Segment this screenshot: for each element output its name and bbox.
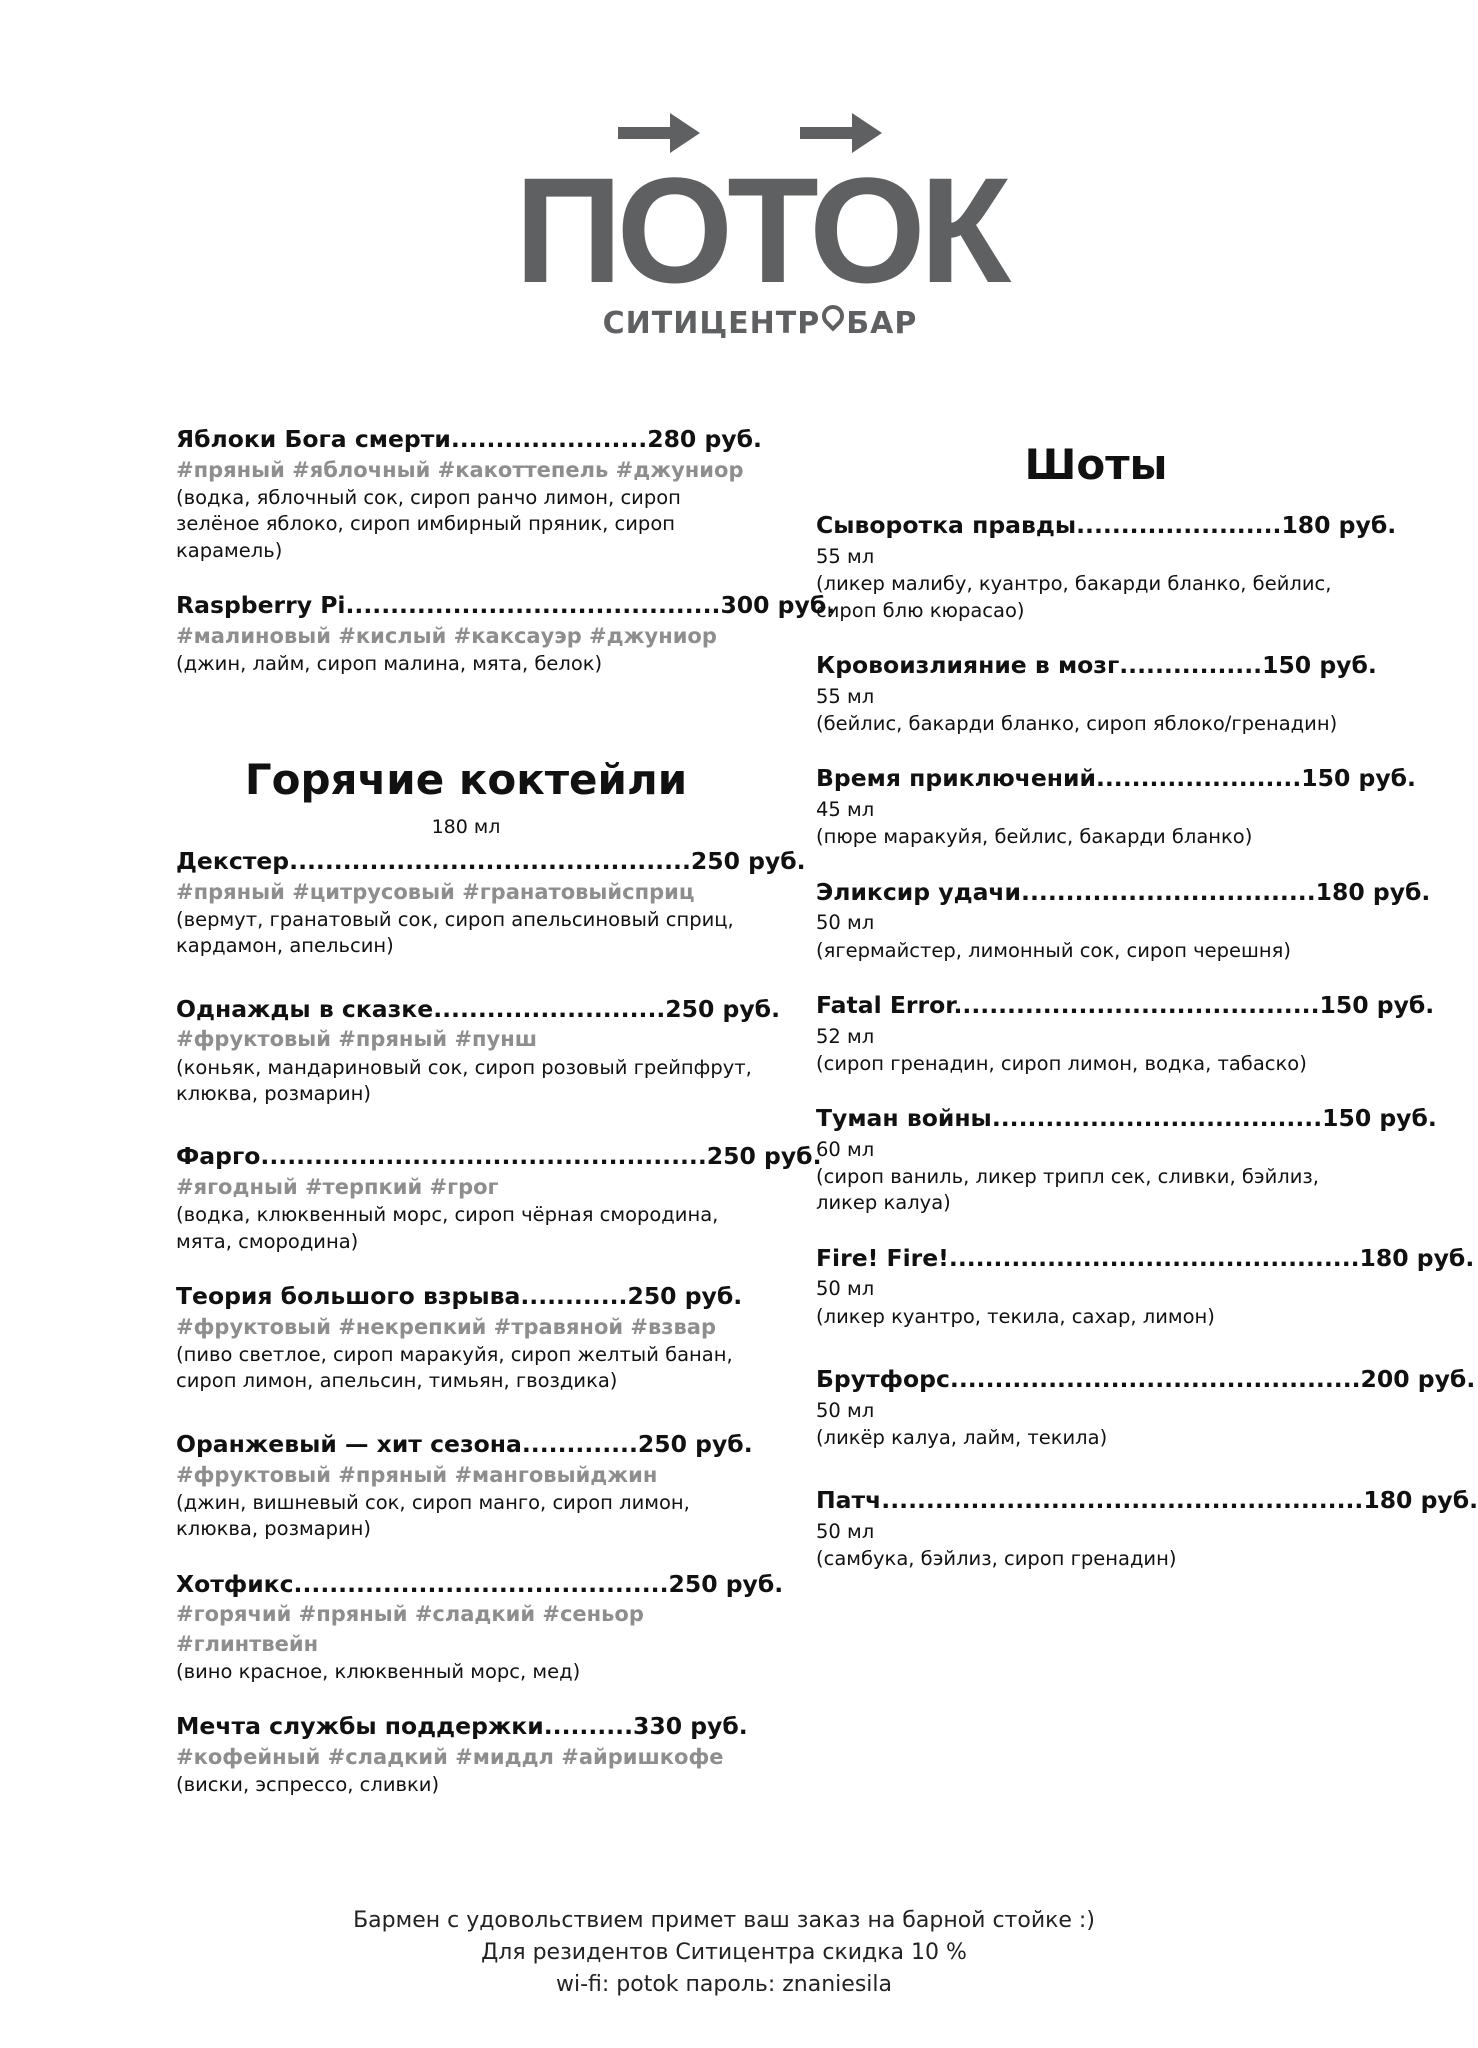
item-heading [816,990,1435,1022]
shot-item [816,650,1376,737]
item-description: (вино красное, клюквенный морс, мед) [176,1660,581,1684]
item-heading [816,510,1397,542]
item-price: 250 руб. [690,846,806,875]
item-heading [816,877,1431,909]
item-price: 200 руб. [1360,1364,1476,1393]
item-heading [176,1141,822,1173]
item-heading [176,994,781,1026]
item-price: 250 руб. [706,1142,822,1171]
hot-cocktails-title: Горячие коктейли [244,755,688,805]
item-price: 250 руб. [637,1429,753,1458]
item-description: (виски, эспрессо, сливки) [176,1773,440,1797]
item-tags: #пряный #цитрусовый #гранатовыйсприц [176,879,695,904]
item-heading [176,846,806,878]
item-name: Сыворотка правды [816,511,1077,540]
item-dots: .......................... [433,994,666,1023]
item-description: (бейлис, бакарди бланко, сироп яблоко/гренадин) [816,711,1338,735]
item-price: 180 руб. [1363,1486,1478,1515]
item-description: (самбука, бэйлиз, сироп гренадин) [816,1547,1177,1571]
item-tags: #пряный #яблочный #какоттепель #джуниор [176,457,744,482]
logo-subtitle-left: СИТИЦЕНТР [602,306,821,341]
item-dots: .......................................... [345,591,721,620]
shot-item [816,877,1431,964]
item-volume: 45 мл [816,797,875,821]
item-name: Fire! Fire! [816,1243,949,1272]
item-dots: .............................................. [948,1243,1360,1272]
shot-item [816,763,1416,850]
footer-line-order: Бармен с удовольствием примет ваш заказ на барной стойке :) [353,1908,1095,1933]
item-price: 150 руб. [1301,764,1416,793]
menu-item [176,1569,784,1686]
item-name: Патч [816,1486,882,1515]
item-price: 250 руб. [665,994,781,1023]
item-description: (пюре маракуйя, бейлис, бакарди бланко) [816,825,1253,849]
item-price: 250 руб. [627,1282,743,1311]
shots-column [816,440,1478,1599]
item-name: Эликсир удачи [816,877,1022,906]
item-tags: #фруктовый #пряный #пунш [176,1027,538,1052]
item-description: (пиво светлое, сироп маракуйя, сироп желтый банан, сироп лимон, апельсин, тимьян, гвоздика) [176,1343,733,1393]
item-price: 180 руб. [1281,511,1397,540]
item-name: Однажды в сказке [176,994,434,1023]
menu-item [176,846,806,960]
item-heading [176,1281,756,1313]
item-volume: 60 мл [816,1137,875,1161]
logo-subtitle-right: БАР [846,306,918,341]
item-heading [176,424,762,456]
item-description: (вермут, гранатовый сок, сироп апельсиновый сприц, кардамон, апельсин) [176,907,734,958]
item-price: 150 руб. [1322,1104,1437,1133]
item-heading [816,1103,1437,1135]
footer-line-wifi: wi-fi: potok пароль: znaniesila [555,1971,892,1997]
item-name: Фарго [176,1142,261,1171]
item-dots: ..................................... [991,1104,1323,1133]
item-dots: ....................... [1076,511,1282,540]
menu-item [176,994,781,1108]
item-price: 150 руб. [1262,650,1377,679]
location-pin-icon [818,300,849,331]
item-heading [816,763,1416,795]
item-dots: ...................................................... [881,1486,1364,1515]
item-dots: ................................. [1021,877,1316,906]
item-heading [816,1364,1476,1396]
item-name: Декстер [176,846,290,875]
shot-item [816,1243,1475,1330]
item-dots: .............................................. [949,1364,1361,1393]
item-tags: #горячий #пряный #сладкий #сеньор #глинтвейн [176,1602,644,1656]
menu-item [176,1281,756,1395]
item-name: Оранжевый — хит сезона [176,1429,522,1458]
shots-title: Шоты [1024,440,1168,489]
left-column [176,424,836,1825]
item-volume: 55 мл [816,545,875,569]
item-tags: #ягодный #терпкий #грог [176,1175,499,1200]
menu-item [176,1711,756,1798]
item-price: 180 руб. [1315,877,1431,906]
item-name: Мечта службы поддержки [176,1712,544,1741]
item-tags: #фруктовый #пряный #манговыйджин [176,1462,658,1487]
item-dots: .................................................. [260,1142,707,1171]
item-name: Брутфорс [816,1364,950,1393]
item-volume: 52 мл [816,1024,875,1048]
item-dots: ............ [520,1282,628,1311]
item-volume: 55 мл [816,684,875,708]
footer-line-discount: Для резидентов Ситицентра скидка 10 % [481,1939,967,1965]
item-price: 280 руб. [647,425,762,453]
item-description: (ягермайстер, лимонный сок, сироп черешня) [816,938,1291,962]
item-dots: ................ [1119,650,1263,679]
item-name: Яблоки Бога смерти [176,425,451,453]
item-price: 250 руб. [668,1569,784,1598]
footer-notes [0,1905,1448,2001]
item-dots: ............. [521,1429,638,1458]
menu-item [176,1141,822,1255]
item-description: (ликёр калуа, лайм, текила) [816,1425,1108,1449]
hot-cocktails-volume: 180 мл [431,815,501,838]
item-dots: ....................... [1095,764,1302,793]
menu-item [176,1429,756,1543]
logo-wordmark: ПОТОК [514,146,1006,314]
item-volume: 50 мл [816,1519,875,1543]
item-name: Fatal Error [816,990,954,1019]
item-dots: ......................................... [953,990,1320,1019]
item-heading [816,1243,1475,1275]
item-name: Кровоизлияние в мозг [816,650,1120,679]
shot-item [816,1103,1437,1217]
item-description: (ликер куантро, текила, сахар, лимон) [816,1304,1215,1328]
item-volume: 50 мл [816,1398,875,1422]
logo-subtitle [500,305,1020,341]
item-dots: ...................... [450,425,648,453]
item-heading [176,1711,756,1743]
item-dots: ............................................. [289,846,691,875]
bar-logo [500,105,1020,345]
item-heading [176,1429,756,1461]
item-description: (джин, лайм, сироп малина, мята, белок) [176,652,603,676]
item-name: Raspberry Pi [176,591,346,620]
item-heading [816,1485,1478,1517]
item-dots: .......... [543,1712,633,1741]
item-price: 330 руб. [633,1712,748,1741]
item-heading [176,590,836,622]
item-price: 180 руб. [1359,1243,1475,1272]
shot-item [816,990,1435,1077]
item-description: (джин, вишневый сок, сироп манго, сироп лимон, клюква, розмарин) [176,1490,690,1541]
item-name: Время приключений [816,764,1096,793]
item-description: (коньяк, мандариновый сок, сироп розовый грейпфрут, клюква, розмарин) [176,1055,752,1106]
item-volume: 50 мл [816,911,875,935]
item-dots: .......................................... [293,1569,669,1598]
item-name: Туман войны [816,1104,992,1133]
item-description: (водка, яблочный сок, сироп ранчо лимон, сироп зелёное яблоко, сироп имбирный пряник, сироп карамель) [176,486,681,562]
item-description: (водка, клюквенный морс, сироп чёрная смородина, мята, смородина) [176,1203,719,1253]
item-heading [176,1569,784,1601]
item-tags: #малиновый #кислый #каксауэр #джуниор [176,623,717,648]
shot-item [816,1364,1476,1451]
menu-item [176,424,762,564]
menu-item [176,590,836,677]
item-description: (ликер малибу, куантро, бакарди бланко, бейлис, сироп блю кюрасао) [816,572,1332,622]
item-name: Теория большого взрыва [176,1282,521,1311]
shot-item [816,510,1397,624]
item-price: 150 руб. [1319,990,1435,1019]
item-name: Хотфикс [176,1569,294,1598]
shot-item [816,1485,1478,1572]
item-description: (сироп гренадин, сироп лимон, водка, табаско) [816,1051,1307,1075]
item-description: (сироп ваниль, ликер трипл сек, сливки, бэйлиз, ликер калуа) [816,1165,1319,1215]
item-volume: 50 мл [816,1277,875,1301]
item-heading [816,650,1376,682]
item-tags: #фруктовый #некрепкий #травяной #взвар [176,1314,716,1339]
item-price: 300 руб. [720,591,836,620]
item-tags: #кофейный #сладкий #миддл #айришкофе [176,1745,724,1770]
